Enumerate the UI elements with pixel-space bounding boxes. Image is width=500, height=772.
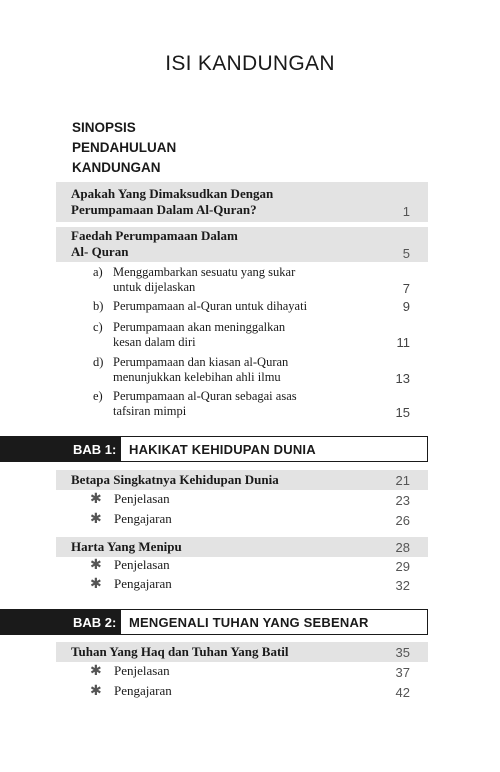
- item-text-cont: menunjukkan kelebihan ahli ilmu: [113, 370, 281, 384]
- star-bullet-icon: ✱: [90, 576, 102, 592]
- section-heading-line2: Al- Quran: [71, 244, 129, 259]
- page-number: 28: [395, 540, 410, 555]
- section-heading: Betapa Singkatnya Kehidupan Dunia: [71, 472, 279, 487]
- page-number: 29: [395, 559, 410, 574]
- page-number: 26: [395, 513, 410, 528]
- page-number: 5: [402, 246, 410, 261]
- list-item[interactable]: [90, 491, 170, 507]
- page-number: 15: [395, 405, 410, 420]
- page-number: 42: [395, 685, 410, 700]
- item-label: b): [93, 299, 104, 313]
- item-text: Pengajaran: [114, 683, 172, 698]
- item-text: Penjelasan: [114, 491, 170, 506]
- page-number: 9: [402, 299, 410, 314]
- front-matter-pendahuluan[interactable]: PENDAHULUAN: [72, 140, 177, 155]
- list-item[interactable]: [90, 683, 172, 699]
- list-item[interactable]: [90, 511, 172, 527]
- item-text: Perumpamaan akan meninggalkan: [113, 320, 286, 334]
- list-item[interactable]: [90, 663, 170, 679]
- page-number: 32: [395, 578, 410, 593]
- list-item-d[interactable]: [93, 355, 288, 385]
- section-heading-line1: Faedah Perumpamaan Dalam: [71, 228, 238, 243]
- item-text: Perumpamaan al-Quran sebagai asas: [113, 389, 297, 403]
- list-item-c[interactable]: [93, 320, 285, 350]
- item-text: Pengajaran: [114, 576, 172, 591]
- page-title: ISI KANDUNGAN: [165, 52, 335, 75]
- item-text: Menggambarkan sesuatu yang sukar: [113, 265, 296, 279]
- item-text: Penjelasan: [114, 663, 170, 678]
- item-label: e): [93, 389, 103, 403]
- chapter-label: BAB 2:: [73, 615, 117, 630]
- page-number: 1: [402, 204, 410, 219]
- front-matter-sinopsis[interactable]: SINOPSIS: [72, 120, 136, 135]
- item-text-cont: untuk dijelaskan: [113, 280, 196, 294]
- list-item-b[interactable]: [93, 299, 307, 314]
- chapter-title-box: [120, 436, 428, 462]
- section-band-betapa[interactable]: [56, 470, 428, 490]
- list-item[interactable]: [90, 576, 172, 592]
- section-heading: Tuhan Yang Haq dan Tuhan Yang Batil: [71, 644, 289, 659]
- item-text-cont: tafsiran mimpi: [113, 404, 187, 418]
- page-number: 13: [395, 371, 410, 386]
- star-bullet-icon: ✱: [90, 491, 102, 507]
- page-number: 23: [395, 493, 410, 508]
- star-bullet-icon: ✱: [90, 511, 102, 527]
- chapter-title: HAKIKAT KEHIDUPAN DUNIA: [129, 442, 316, 457]
- star-bullet-icon: ✱: [90, 663, 102, 679]
- section-heading: Harta Yang Menipu: [71, 539, 182, 554]
- list-item-e[interactable]: [93, 389, 297, 419]
- item-label: a): [93, 265, 103, 279]
- page-number: 21: [395, 473, 410, 488]
- section-band-tuhan[interactable]: [56, 642, 428, 662]
- item-text: Perumpamaan dan kiasan al-Quran: [113, 355, 289, 369]
- section-band-faedah[interactable]: [56, 227, 428, 262]
- chapter-title: MENGENALI TUHAN YANG SEBENAR: [129, 615, 369, 630]
- list-item[interactable]: [90, 557, 170, 573]
- item-label: c): [93, 320, 103, 334]
- page-number: 7: [402, 281, 410, 296]
- star-bullet-icon: ✱: [90, 683, 102, 699]
- chapter-header-bab1[interactable]: [0, 436, 428, 462]
- page-number: 37: [395, 665, 410, 680]
- chapter-title-box: [120, 609, 428, 635]
- section-heading-line2: Perumpamaan Dalam Al-Quran?: [71, 202, 257, 217]
- page-number: 35: [395, 645, 410, 660]
- chapter-header-bab2[interactable]: [0, 609, 428, 635]
- list-item-a[interactable]: [93, 265, 295, 295]
- item-text: Perumpamaan al-Quran untuk dihayati: [113, 299, 308, 313]
- item-text: Penjelasan: [114, 557, 170, 572]
- section-heading-line1: Apakah Yang Dimaksudkan Dengan: [71, 186, 274, 201]
- section-band-apakah[interactable]: [56, 182, 428, 222]
- page-number: 11: [396, 335, 410, 350]
- front-matter-kandungan[interactable]: KANDUNGAN: [72, 160, 161, 175]
- chapter-label: BAB 1:: [73, 442, 117, 457]
- item-text: Pengajaran: [114, 511, 172, 526]
- star-bullet-icon: ✱: [90, 557, 102, 573]
- section-band-harta[interactable]: [56, 537, 428, 557]
- item-label: d): [93, 355, 104, 369]
- item-text-cont: kesan dalam diri: [113, 335, 196, 349]
